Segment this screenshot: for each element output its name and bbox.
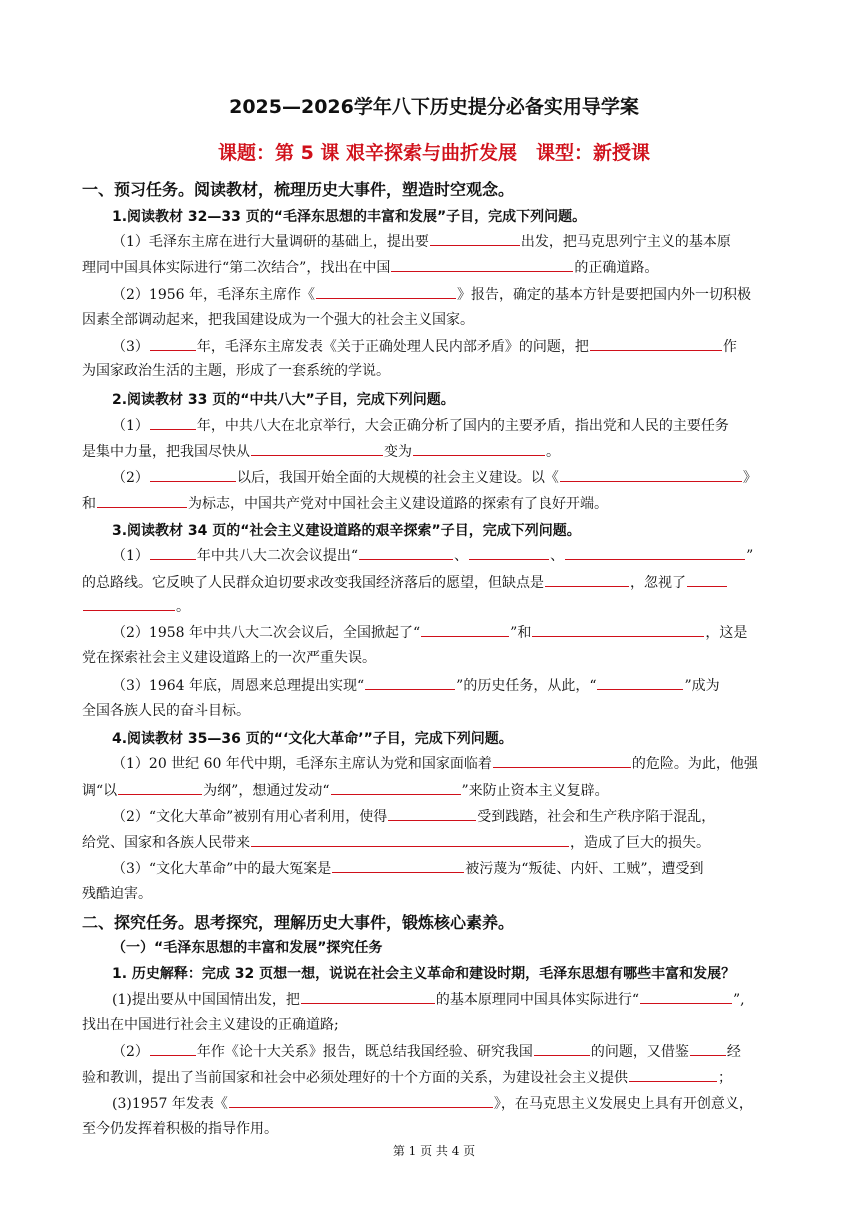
q4-p1-line1: （1）20 世纪 60 年代中期，毛泽东主席认为党和国家面临着 的危险。为此，他强 [112,756,758,772]
q4-p2-line1: （2）“文化大革命”被别有用心者利用，使得 受到践踏，社会和生产秩序陷于混乱， [112,809,716,825]
s2-p3-line1: (3)1957 年发表《 》，在马克思主义发展史上具有开创意义， [112,1096,753,1112]
fill-blank[interactable] [560,468,742,482]
document-title: 2025—2026学年八下历史提分必备实用导学案 [229,96,639,118]
fill-blank[interactable] [229,1094,493,1108]
section2-heading: 二、探究任务。思考探究，理解历史大事件，锻炼核心素养。 [82,913,515,932]
q3-p1-line1: （1） 年中共八大二次会议提出“ 、 、 ” [112,548,754,564]
fill-blank[interactable] [365,676,455,690]
q3-p2-line2: 党在探索社会主义建设道路上的一次严重失误。 [82,650,376,666]
fill-blank[interactable] [545,573,629,587]
q1-p1-line2: 理同中国具体实际进行“第二次结合”，找出在中国 的正确道路。 [82,260,659,276]
q3-p2-line1: （2）1958 年中共八大二次会议后，全国掀起了“ ”和 ，这是 [112,625,748,641]
q3-p3-line2: 全国各族人民的奋斗目标。 [82,703,250,719]
s2-p3-line2: 至今仍发挥着积极的指导作用。 [82,1121,278,1137]
fill-blank[interactable] [430,232,520,246]
q2-title: 2.阅读教材 33 页的“中共八大”子目，完成下列问题。 [112,392,455,408]
fill-blank[interactable] [118,781,202,795]
fill-blank[interactable] [150,468,236,482]
fill-blank[interactable] [150,416,196,430]
s2-p1-line2: 找出在中国进行社会主义建设的正确道路; [82,1017,339,1033]
section1-heading: 一、预习任务。阅读教材，梳理历史大事件，塑造时空观念。 [82,180,515,199]
q2-p1-line1: （1） 年，中共八大在北京举行，大会正确分析了国内的主要矛盾，指出党和人民的主要任务 [112,418,729,434]
fill-blank[interactable] [301,990,435,1004]
q3-title: 3.阅读教材 34 页的“社会主义建设道路的艰辛探索”子目，完成下列问题。 [112,523,581,539]
fill-blank[interactable] [640,990,732,1004]
s2-p2-line1: （2） 年作《论十大关系》报告，既总结我国经验、研究我国 的问题，又借鉴 经 [112,1044,741,1060]
fill-blank[interactable] [532,623,704,637]
q1-p3-line2: 为国家政治生活的主题，形成了一套系统的学说。 [82,363,390,379]
q2-p1-line2: 是集中力量，把我国尽快从 变为 。 [82,444,560,460]
fill-blank[interactable] [534,1042,590,1056]
q3-p3-line1: （3）1964 年底，周恩来总理提出实现“ ”的历史任务，从此，“ ”成为 [112,678,720,694]
fill-blank[interactable] [469,546,549,560]
section2-q1-title: 1. 历史解释：完成 32 页想一想，说说在社会主义革命和建设时期，毛泽东思想有哪些丰富和发展？ [112,966,736,982]
fill-blank[interactable] [413,442,545,456]
fill-blank[interactable] [690,1042,726,1056]
fill-blank[interactable] [332,859,464,873]
q3-p1-line3: 。 [82,597,190,616]
fill-blank[interactable] [687,573,727,587]
page-footer: 第 1 页 共 4 页 [392,1144,476,1158]
fill-blank[interactable] [150,1042,196,1056]
q2-p2-line1: （2） 以后，我国开始全面的大规模的社会主义建设。以《 》 [112,470,757,486]
fill-blank[interactable] [565,546,745,560]
q3-p1-line2: 的总路线。它反映了人民群众迫切要求改变我国经济落后的愿望，但缺点是 ，忽视了 [82,573,728,592]
q1-p3-line1: （3） 年，毛泽东主席发表《关于正确处理人民内部矛盾》的问题，把 作 [112,339,737,355]
q1-p2-line2: 因素全部调动起来，把我国建设成为一个强大的社会主义国家。 [82,312,474,328]
fill-blank[interactable] [493,754,631,768]
fill-blank[interactable] [150,546,196,560]
q4-p3-line2: 残酷迫害。 [82,886,152,902]
fill-blank[interactable] [150,337,196,351]
fill-blank[interactable] [331,781,461,795]
q4-p1-line2: 调“以 为纲”，想通过发动“ ”来防止资本主义复辟。 [82,783,609,799]
fill-blank[interactable] [590,337,722,351]
q4-p3-line1: （3）“文化大革命”中的最大冤案是 被污蔑为“叛徒、内奸、工贼”，遭受到 [112,861,704,877]
fill-blank[interactable] [83,597,175,611]
fill-blank[interactable] [251,442,383,456]
q4-p2-line2: 给党、国家和各族人民带来 ，造成了巨大的损失。 [82,835,710,851]
fill-blank[interactable] [316,285,456,299]
s2-p2-line2: 验和教训，提出了当前国家和社会中必须处理好的十个方面的关系，为建设社会主义提供 ； [82,1070,732,1086]
fill-blank[interactable] [97,494,187,508]
fill-blank[interactable] [388,807,476,821]
fill-blank[interactable] [251,833,569,847]
q4-title: 4.阅读教材 35—36 页的“‘文化大革命’”子目，完成下列问题。 [112,731,513,747]
q1-title: 1.阅读教材 32—33 页的“毛泽东思想的丰富和发展”子目，完成下列问题。 [112,209,587,225]
fill-blank[interactable] [359,546,453,560]
fill-blank[interactable] [597,676,683,690]
fill-blank[interactable] [421,623,509,637]
s2-p1-line1: (1)提出要从中国国情出发，把 的基本原理同中国具体实际进行“ ”, [112,992,745,1008]
q2-p2-line2: 和 为标志，中国共产党对中国社会主义建设道路的探索有了良好开端。 [82,496,608,512]
q1-p2-line1: （2）1956 年，毛泽东主席作《 》报告，确定的基本方针是要把国内外一切积极 [112,287,751,303]
lesson-subtitle: 课题：第 5 课 艰辛探索与曲折发展 课型：新授课 [217,142,651,164]
fill-blank[interactable] [629,1068,717,1082]
section2-subheading: （一）“毛泽东思想的丰富和发展”探究任务 [112,940,383,956]
fill-blank[interactable] [391,258,573,272]
q1-p1-line1: （1）毛泽东主席在进行大量调研的基础上，提出要 出发，把马克思列宁主义的基本原 [112,234,731,250]
